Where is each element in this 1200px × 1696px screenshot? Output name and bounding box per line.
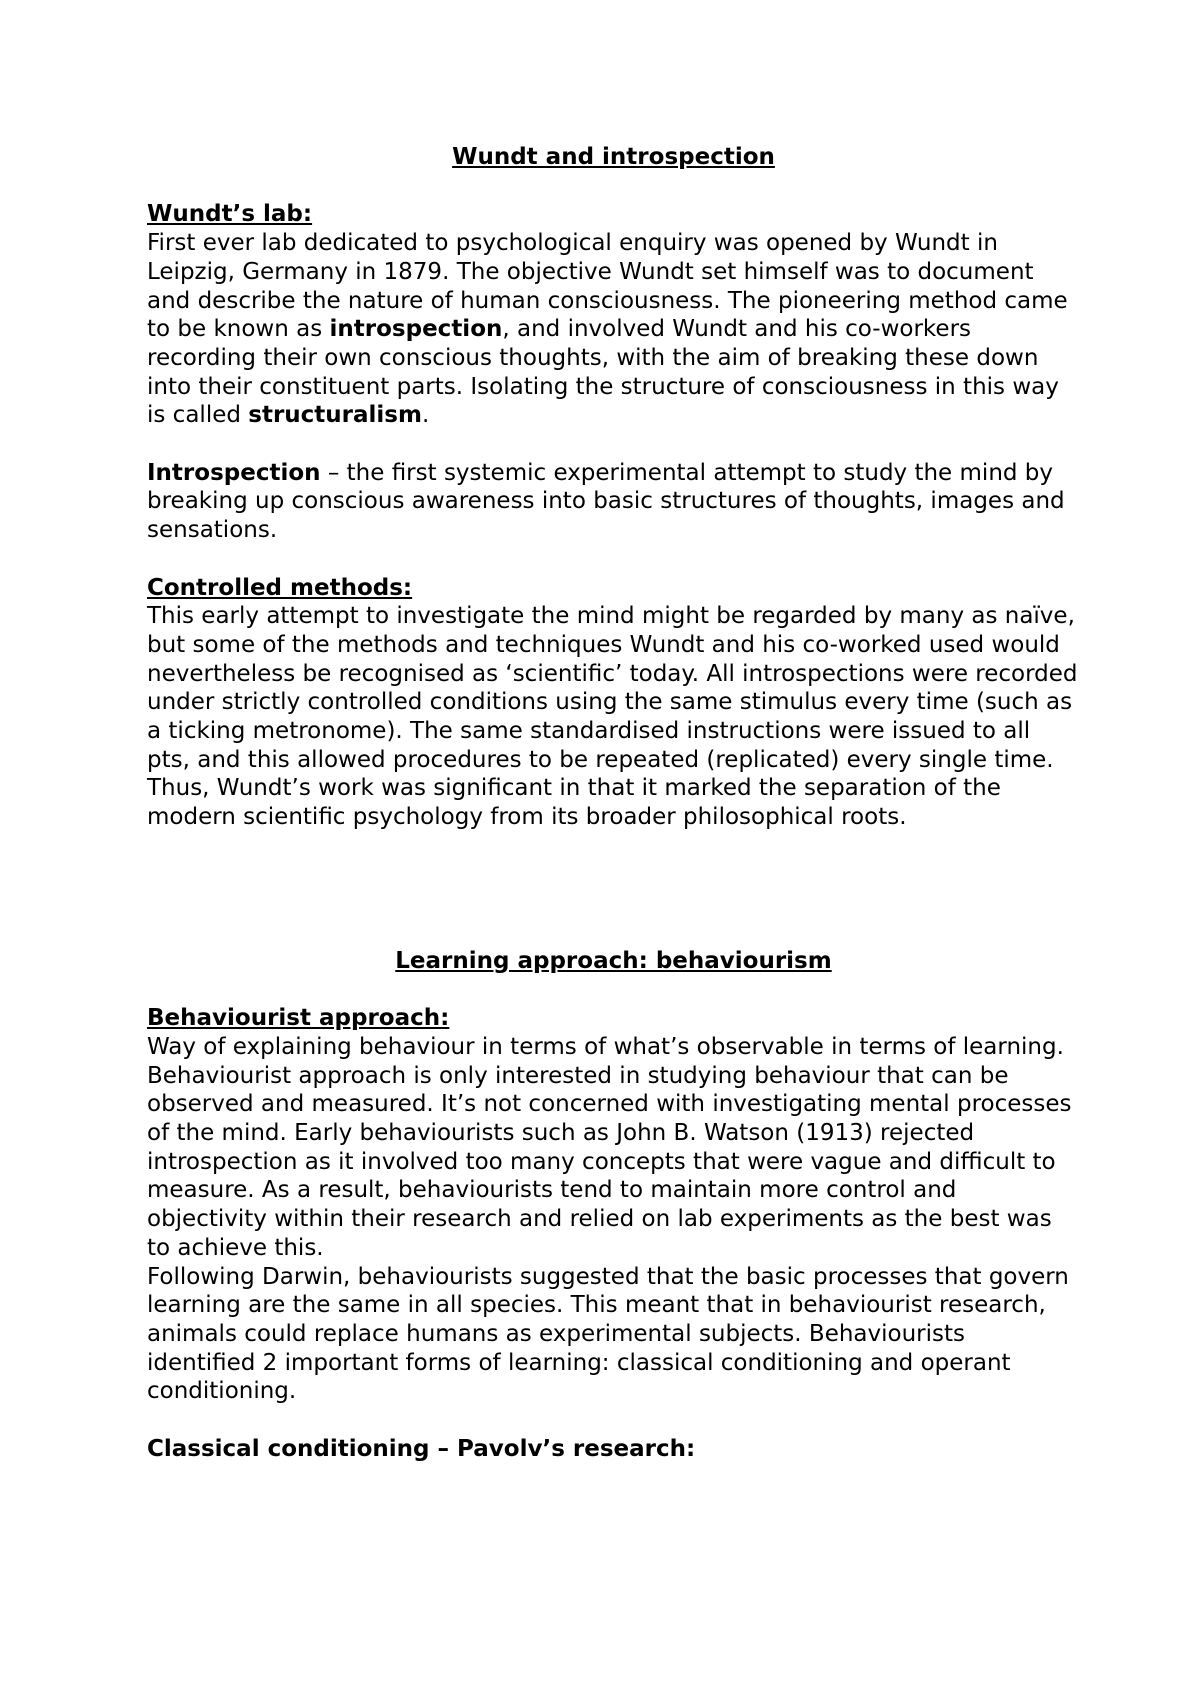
paragraph-text: First ever lab dedicated to psychological enquiry was opened by Wundt in Leipzig, Germany in 1879. The objective Wundt set himself was to document and describe the nature of human consciousness. The pioneering method came to be known as: [147, 230, 1068, 343]
section-title-wundt: Wundt and introspection: [452, 144, 775, 170]
spacer: [147, 832, 1080, 947]
term-introspection-definition: Introspection: [147, 459, 321, 486]
spacer: [147, 430, 1080, 459]
paragraph-behaviourist-definition: Way of explaining behaviour in terms of what’s observable in terms of learning.: [147, 1033, 1064, 1060]
paragraph-behaviourist-darwin: Following Darwin, behaviourists suggested that the basic processes that govern learning are the same in all species. This meant that in behaviourist research, animals could replace humans as experimental subjects. Behaviourists identified 2 important forms of learning: classical conditioning and operant conditioning.: [147, 1263, 1069, 1405]
spacer: [147, 545, 1080, 574]
heading-wundts-lab: Wundt’s lab:: [147, 201, 313, 228]
paragraph-behaviourist-observable: Behaviourist approach is only interested in studying behaviour that can be observed and measured. It’s not concerned with investigating mental processes of the mind. Early behaviourists such as John B. Watson (1913) rejected introspection as it involved too many concepts that were vague and difficult to measure. As a result, behaviourists tend to maintain more control and objectivity within their research and relied on lab experiments as the best was to achieve this.: [147, 1062, 1072, 1261]
paragraph-controlled-methods: This early attempt to investigate the mind might be regarded by many as naïve, but some of the methods and techniques Wundt and his co-worked used would nevertheless be recognised as ‘scientific’ today. All introspections were recorded under strictly controlled conditions using the same stimulus every time (such as a ticking metronome). The same standardised instructions were issued to all pts, and this allowed procedures to be repeated (replicated) every single time. Thus, Wundt’s work was significant in that it marked the separation of the modern scientific psychology from its broader philosophical roots.: [147, 603, 1078, 831]
section-title-behaviourism: Learning approach: behaviourism: [395, 947, 832, 974]
spacer: [147, 172, 1080, 201]
heading-behaviourist-approach: Behaviourist approach:: [147, 1005, 450, 1032]
spacer: [147, 1406, 1080, 1435]
heading-controlled-methods: Controlled methods:: [147, 574, 413, 601]
paragraph-introspection-definition: [147, 459, 1080, 545]
paragraph-text: .: [421, 402, 430, 429]
paragraph-text: – the first systemic experimental attempt to study the mind by breaking up conscious awareness into basic structures of thoughts, images and sensations.: [147, 459, 1065, 544]
spacer: [147, 976, 1080, 1005]
paragraph-text: , and involved Wundt and his co-workers recording their own conscious thoughts, with the aim of breaking these down into their constituent parts. Isolating the structure of consciousness in this way is called: [147, 316, 1059, 429]
paragraph-wundts-lab: [147, 229, 1080, 430]
term-structuralism: structuralism: [248, 402, 422, 429]
heading-classical-conditioning: Classical conditioning – Pavolv’s research:: [147, 1435, 696, 1462]
term-introspection: introspection: [329, 316, 503, 343]
